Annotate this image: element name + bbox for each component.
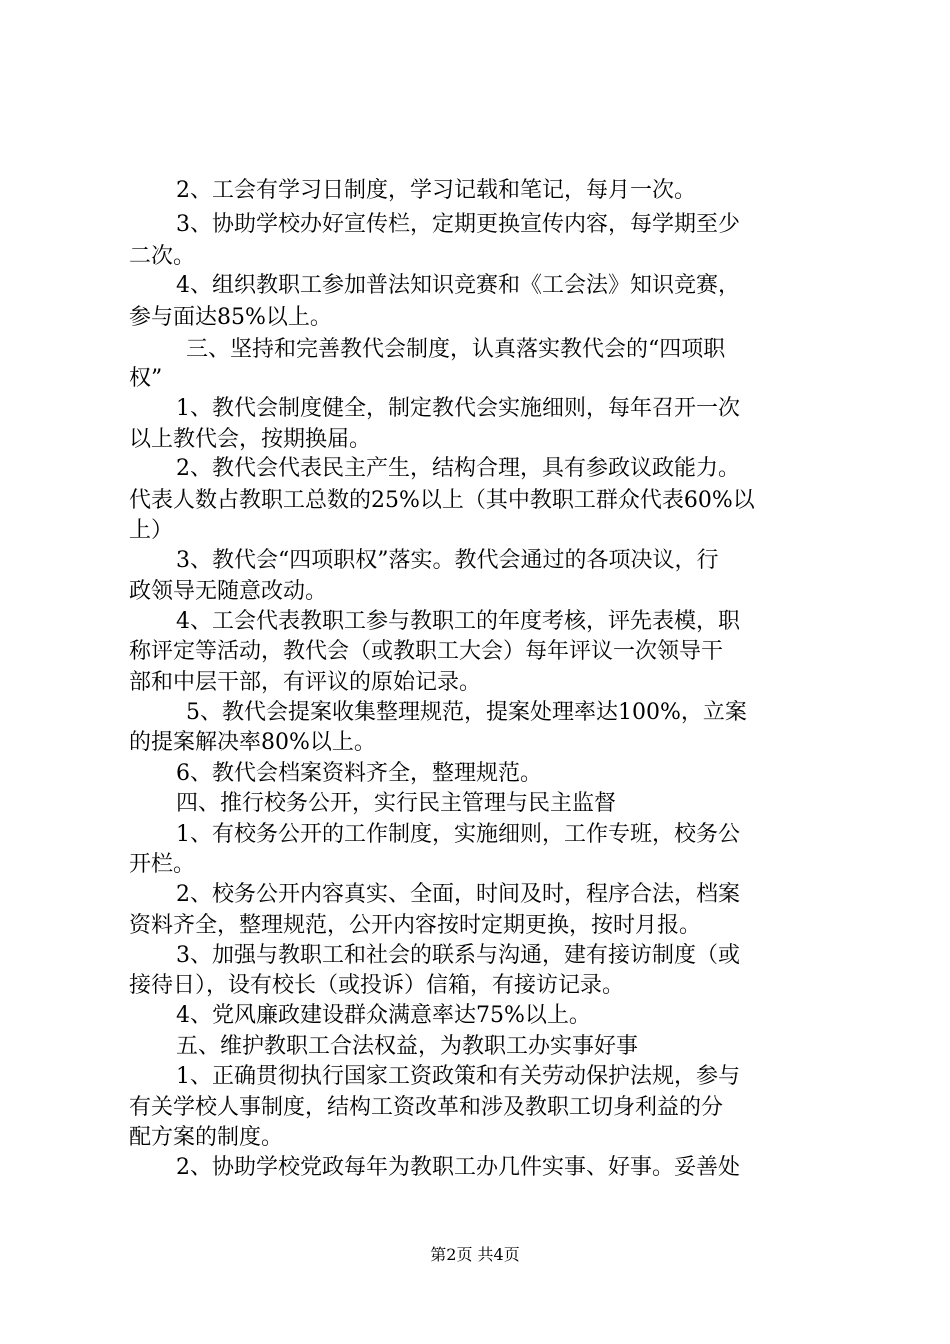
- section-heading: 权”: [129, 366, 163, 391]
- paragraph-line: 2、教代会代表民主产生，结构合理，具有参政议政能力。: [176, 456, 740, 481]
- paragraph-line: 5、教代会提案收集整理规范，提案处理率达100%，立案: [186, 700, 747, 725]
- page-footer: 第2页 共4页: [430, 1245, 520, 1264]
- paragraph-line: 3、教代会“四项职权”落实。教代会通过的各项决议，行: [176, 548, 719, 573]
- paragraph-line: 接待日），设有校长（或投诉）信箱，有接访记录。: [129, 973, 625, 998]
- paragraph-line: 有关学校人事制度，结构工资改革和涉及教职工切身利益的分: [129, 1095, 724, 1120]
- paragraph-line: 2、工会有学习日制度，学习记载和笔记，每月一次。: [176, 178, 696, 203]
- paragraph-line: 开栏。: [129, 852, 196, 877]
- paragraph-line: 6、教代会档案资料齐全，整理规范。: [176, 761, 542, 786]
- paragraph-line: 1、教代会制度健全，制定教代会实施细则，每年召开一次: [176, 396, 740, 421]
- paragraph-line: 3、协助学校办好宣传栏，定期更换宣传内容，每学期至少: [176, 212, 740, 237]
- paragraph-line: 参与面达85%以上。: [129, 305, 332, 330]
- paragraph-line: 2、校务公开内容真实、全面，时间及时，程序合法，档案: [176, 882, 740, 907]
- paragraph-line: 的提案解决率80%以上。: [129, 730, 376, 755]
- paragraph-line: 配方案的制度。: [129, 1125, 284, 1150]
- paragraph-line: 称评定等活动，教代会（或教职工大会）每年评议一次领导干: [129, 639, 724, 664]
- section-heading: 四、推行校务公开，实行民主管理与民主监督: [176, 791, 617, 816]
- paragraph-line: 以上教代会，按期换届。: [129, 427, 372, 452]
- section-heading: 三、坚持和完善教代会制度，认真落实教代会的“四项职: [186, 337, 726, 362]
- section-heading: 五、维护教职工合法权益，为教职工办实事好事: [176, 1034, 639, 1059]
- paragraph-line: 上）: [129, 518, 174, 543]
- paragraph-line: 1、有校务公开的工作制度，实施细则，工作专班，校务公: [176, 822, 740, 847]
- paragraph-line: 4、工会代表教职工参与教职工的年度考核，评先表模，职: [176, 609, 740, 634]
- paragraph-line: 4、党风廉政建设群众满意率达75%以上。: [176, 1003, 591, 1028]
- paragraph-line: 4、组织教职工参加普法知识竞赛和《工会法》知识竞赛，: [176, 273, 740, 298]
- paragraph-line: 1、正确贯彻执行国家工资政策和有关劳动保护法规，参与: [176, 1064, 740, 1089]
- paragraph-line: 政领导无随意改动。: [129, 579, 328, 604]
- paragraph-line: 代表人数占教职工总数的25%以上（其中教职工群众代表60%以: [129, 488, 755, 513]
- paragraph-line: 2、协助学校党政每年为教职工办几件实事、好事。妥善处: [176, 1155, 740, 1180]
- paragraph-line: 资料齐全，整理规范，公开内容按时定期更换，按时月报。: [129, 913, 702, 938]
- paragraph-line: 二次。: [129, 244, 196, 269]
- paragraph-line: 3、加强与教职工和社会的联系与沟通，建有接访制度（或: [176, 943, 740, 968]
- paragraph-line: 部和中层干部，有评议的原始记录。: [129, 670, 482, 695]
